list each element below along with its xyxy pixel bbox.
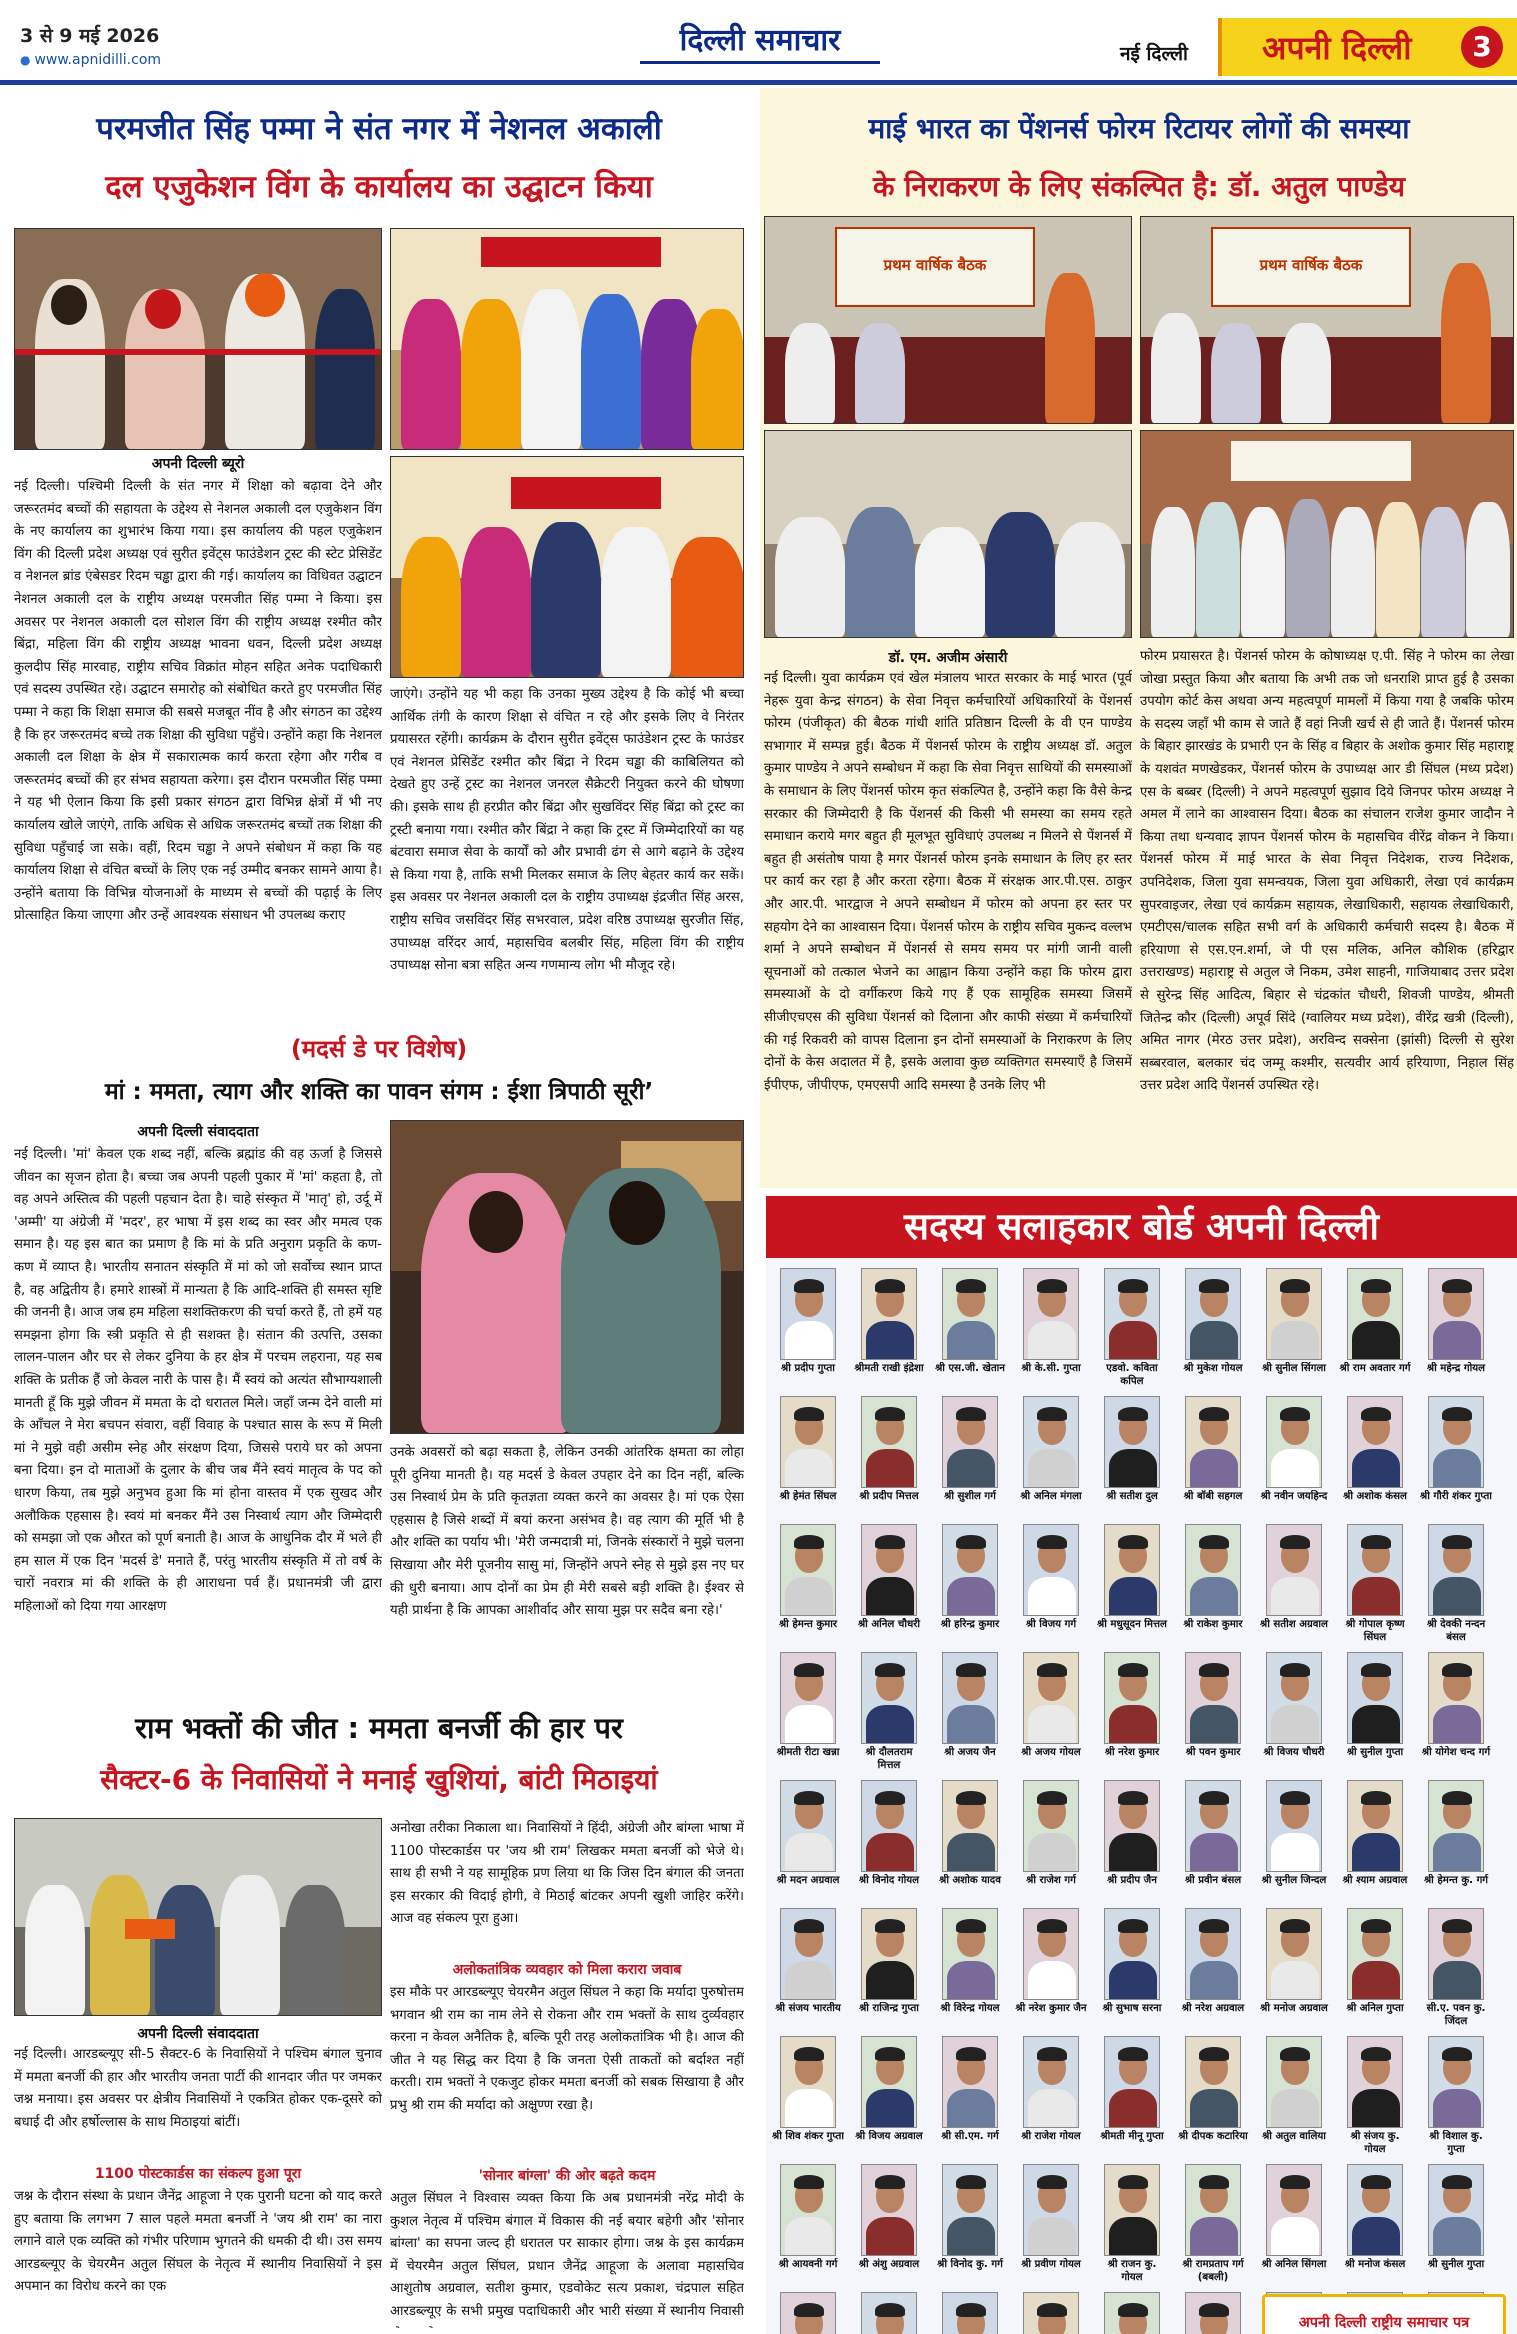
member-card[interactable] [1262,2162,1326,2288]
member-card[interactable] [857,2162,921,2288]
membership-cta[interactable] [1262,2294,1506,2334]
member-card[interactable] [1100,1650,1164,1776]
article4-byline: अपनी दिल्ली संवाददाता [137,2026,259,2042]
member-card[interactable] [1181,2162,1245,2288]
meeting-photo-2 [1140,216,1514,424]
member-name: श्री प्रदीप जैन [1107,1875,1157,1886]
member-name: श्री सुनील गुप्ता [1427,2259,1485,2270]
member-photo [861,1652,917,1744]
member-photo [1266,1268,1322,1360]
advisory-board-title: सदस्य सलाहकार बोर्ड अपनी दिल्ली [766,1196,1517,1258]
member-name: श्री सुभाष सरना [1102,2003,1162,2014]
member-photo [861,1268,917,1360]
masthead [0,0,1517,80]
member-name: श्री मनोज कंसल [1344,2259,1406,2270]
article1-byline: अपनी दिल्ली ब्यूरो [151,456,245,472]
member-card[interactable] [1421,1650,1491,1776]
member-name: श्री मधुसूदन मित्तल [1097,1619,1167,1630]
member-name: श्री अजय गोयल [1021,1747,1081,1758]
member-photo [1104,1908,1160,2000]
member-name: श्री सतीश दुल [1106,1491,1158,1502]
member-card[interactable] [1019,1394,1083,1520]
member-card[interactable] [938,2290,1002,2334]
member-photo [1347,1524,1403,1616]
member-card[interactable] [1181,1778,1245,1904]
member-card[interactable] [1178,2034,1248,2160]
member-card[interactable] [776,1650,840,1776]
member-card[interactable] [938,1522,1002,1648]
member-photo [1428,1268,1484,1360]
member-name: श्री विरेन्द्र गोयल [940,2003,1000,2014]
member-photo [1185,1396,1241,1488]
article4-subhead1: 1100 पोस्टकार्डस का संकल्प हुआ पूरा [94,2166,302,2182]
article2-headline-line1: माई भारत का पेंशनर्स फोरम रिटायर लोगों की समस्या [868,112,1410,145]
member-card[interactable] [1100,2290,1164,2334]
member-row [776,2162,1507,2288]
member-name: श्री संजय भारतीय [775,2003,841,2014]
member-photo [1023,2164,1079,2256]
article2-headline[interactable] [764,100,1514,220]
member-photo [1185,1780,1241,1872]
member-row [776,1906,1507,2032]
member-card[interactable] [1019,1522,1083,1648]
member-card[interactable] [1181,1394,1245,1520]
group-photo [1140,430,1514,638]
member-card[interactable] [1262,2034,1326,2160]
member-photo [1104,2036,1160,2128]
member-photo [780,1780,836,1872]
member-name: श्री मुकेश गोयल [1183,1363,1243,1374]
member-photo [1266,1780,1322,1872]
member-card[interactable] [1343,1650,1407,1776]
member-name: श्री सुनील सिंगला [1262,1363,1326,1374]
paper-name: अपनी दिल्ली [1262,29,1412,67]
member-card[interactable] [857,2290,921,2334]
member-photo [780,1652,836,1744]
stage-group-photo-1 [390,228,744,450]
member-photo [1428,1780,1484,1872]
member-card[interactable] [1019,1650,1083,1776]
member-name: श्री विनोद गोयल [858,1875,920,1886]
member-name: श्री दौलतराम मित्तल [865,1747,913,1771]
member-name: श्री विनोद कु. गर्ग [937,2259,1003,2270]
member-name: सी.ए. पवन कु. जिंदल [1426,2003,1486,2027]
member-name: श्री गौरी शंकर गुप्ता [1420,1491,1492,1502]
member-photo [1185,1908,1241,2000]
member-name: श्री के.सी. गुप्ता [1021,1363,1081,1374]
article1-column2: जाएंगे। उन्होंने यह भी कहा कि उनका मुख्य उद्देश्य है कि कोई भी बच्चा आर्थिक तंगी के कारण शिक्षा से वंचित न रहे और इसके लिए वे निरंतर प्रयासरत रहेंगी। कार्यक्रम के दौरान सुरीत इवेंट्स फाउंडेशन ट्रस्ट के फाउंडर एवं नेशनल प्रेसिडेंट रश्मीत कौर बिंद्रा ने रिदम चड्ढा की काबिलियत को देखते हुए उन्हें ट्रस्ट का नेशनल जनरल सैक्रेटरी नियुक्त करने की घोषणा की। इसके साथ ही हरप्रीत कौर बिंद्रा और सुखविंदर सिंह बिंद्रा को ट्रस्ट का ट्रस्टी बनाया गया। रश्मीत कौर बिंद्रा ने कहा कि ट्रस्ट में जिम्मेदारियों का यह बंटवारा समाज सेवा के कार्यों को और प्रभावी ढंग से आगे बढ़ाने के उद्देश्य से किया गया है, ताकि सभी मिलकर समाज के लिए बेहतर कार्य कर सकें। इस अवसर पर नेशनल अकाली दल के राष्ट्रीय उपाध्यक्ष इंद्रजीत सिंह अरस, राष्ट्रीय सचिव जसविंदर सिंह सभरवाल, प्रदेश वरिष्ठ उपाध्यक्ष सुरजीत सिंह, उपाध्यक्ष वरिंदर आर्य, महासचिव बलबीर सिंह, महिला विंग की राष्ट्रीय उपाध्यक्ष सोना बत्रा सहित अन्य गणमान्य लोग भी मौजूद रहे। [390,687,744,974]
member-card[interactable] [776,1266,840,1392]
member-photo [1185,2292,1241,2334]
member-card[interactable] [1343,1778,1407,1904]
member-card[interactable] [1019,2034,1083,2160]
member-name: श्री अनिल चौधरी [857,1619,921,1630]
member-photo [780,1268,836,1360]
member-photo [1023,1268,1079,1360]
member-photo [861,2164,917,2256]
member-photo [942,1908,998,2000]
member-name: श्री प्रदीप गुप्ता [781,1363,835,1374]
member-name: श्री श्याम अग्रवाल [1342,1875,1408,1886]
member-card[interactable] [938,1394,1002,1520]
member-name: श्री अशोक यादव [939,1875,1001,1886]
member-name: श्री मदन अग्रवाल [776,1875,840,1886]
member-card[interactable] [1262,1650,1326,1776]
article4-column1a: नई दिल्ली। आरडब्ल्यूए सी-5 सैक्टर-6 के निवासियों ने पश्चिम बंगाल चुनाव में ममता बनर्जी की हार और भारतीय जनता पार्टी की शानदार जीत पर जमकर जश्न मनाया। इस अवसर पर क्षेत्रीय निवासियों ने एकत्रित होकर एक-दूसरे को बधाई दी और हर्षोल्लास के साथ मिठाइयां बांटीं। [14,2047,382,2130]
member-photo [780,2036,836,2128]
masthead-rule [0,80,1517,85]
member-name: श्रीमती मीनू गुप्ता [1100,2131,1164,2142]
member-card[interactable] [1100,2162,1164,2288]
article3-column1: नई दिल्ली। 'मां' केवल एक शब्द नहीं, बल्कि ब्रह्मांड की वह ऊर्जा है जिससे जीवन का सृजन होता है। बच्चा जब अपनी पहली पुकार में 'मां' कहता है, तो वह अपने अस्तित्व की पहली पहचान देता है। चाहे संस्कृत में 'मातृ' हो, उर्दू में 'अम्मी' या अंग्रेजी में 'मदर', हर भाषा में इस शब्द का स्वर और ममत्व एक समान है। यह इस बात का प्रमाण है कि मां के प्रति अनुराग प्रकृति के कण-कण में व्याप्त है। भारतीय सनातन संस्कृति में मां को जो सर्वोच्च स्थान प्राप्त है, वह अद्वितीय है। हमारे शास्त्रों में मान्यता है कि आदि-शक्ति ही समस्त सृष्टि की जननी है। आज जब हम महिला सशक्तिकरण की चर्चा करते हैं, तो हमें यह समझना होगा कि स्त्री प्रकृति से ही सशक्त है। संतान की उत्पत्ति, उसका लालन-पालन और घर से लेकर दुनिया के हर क्षेत्र में परचम लहराना, यह सब शक्ति के प्रतीक हैं जो केवल नारी के पास है। मैं स्वयं को अत्यंत सौभाग्यशाली मानती हूँ कि मुझे जीवन में ममता के दो धरातल मिले। जहाँ जन्म देने वाली मां के आँचल ने मेरा बचपन संवारा, वहीं विवाह के पश्चात सास के रूप में मिली मां ने मुझे वही असीम स्नेह और संरक्षण दिया, जिससे पराये घर को अपना बना दिया। इन दो माताओं के दुलार के बीच जब मैंने स्वयं मातृत्व के पद को धारण किया, तब मुझे अनुभव हुआ कि मां होना वास्तव में एक सुखद और अलौकिक एहसास है। स्वयं मां बनकर मैंने उस निस्वार्थ त्याग और जिम्मेदारी को समझा जो एक औरत को पूर्ण बनाती है। आज के आधुनिक दौर में भले ही हम साल में एक दिन 'मदर्स डे' मनाते हैं, परंतु भारतीय संस्कृति में तो वर्ष के चारों नवरात्र मां की शक्ति के ही आराधना पर्व हैं। प्रधानमंत्री जी द्वारा महिलाओं को दिया गया आरक्षण [14,1147,382,1614]
article1-headline[interactable] [14,100,744,220]
member-photo [1023,1396,1079,1488]
member-photo [942,2164,998,2256]
member-card[interactable] [772,2034,844,2160]
article4-subhead3: 'सोनार बांग्ला' की ओर बढ़ते कदम [478,2168,656,2184]
member-card[interactable] [776,2290,840,2334]
member-name: श्री मनोज अग्रवाल [1260,2003,1328,2014]
member-photo [780,1524,836,1616]
advisory-board [766,1196,1517,2334]
member-name: श्री दीपक कटारिया [1178,2131,1248,2142]
member-card[interactable] [1262,1266,1326,1392]
member-card[interactable] [1262,1522,1326,1648]
member-photo [942,1396,998,1488]
member-name: श्री अशोक कंसल [1343,1491,1407,1502]
member-card[interactable] [1100,1266,1164,1392]
member-card[interactable] [938,1650,1002,1776]
member-photo [1266,2036,1322,2128]
member-photo [780,2292,836,2334]
member-photo [1185,1524,1241,1616]
member-photo [1104,1524,1160,1616]
member-card[interactable] [1420,1394,1492,1520]
member-name: एडवो. कविता कपिल [1106,1363,1158,1387]
member-card[interactable] [857,1522,921,1648]
issue-date: 3 से 9 मई 2026 [20,25,160,47]
member-card[interactable] [1100,1906,1164,2032]
member-name: श्री नरेश अग्रवाल [1181,2003,1245,2014]
member-card[interactable] [1262,1906,1326,2032]
member-card[interactable] [1424,1906,1488,2032]
member-name: श्री महेन्द्र गोयल [1426,1363,1486,1374]
member-name: श्री पवन कुमार [1185,1747,1241,1758]
member-photo [861,1780,917,1872]
member-photo [1266,1652,1322,1744]
member-card[interactable] [1100,1394,1164,1520]
member-name: श्री सुशील गर्ग [944,1491,996,1502]
member-card[interactable] [1181,1650,1245,1776]
article4-column1b: जश्न के दौरान संस्था के प्रधान जैनेंद्र आहूजा ने एक पुरानी घटना को याद करते हुए बताया कि लगभग 7 साल पहले ममता बनर्जी ने 'जय श्री राम' का नारा लगाने वाले एक व्यक्ति को गंभीर परिणाम भुगतने की धमकी दी थी। उस समय आरडब्ल्यूए के चेयरमैन अतुल सिंघल के नेतृत्व में स्थानीय निवासियों ने इस अपमान का विरोध करने का एक [14,2189,382,2295]
article4-headline-line1: राम भक्तों की जीत : ममता बनर्जी की हार पर [135,1711,623,1745]
member-photo [1347,1652,1403,1744]
member-card[interactable] [1100,1778,1164,1904]
member-card[interactable] [1100,2034,1164,2160]
cta-line-1: अपनी दिल्ली राष्ट्रीय समाचार पत्र [1298,2315,1470,2331]
member-photo [1023,2292,1079,2334]
member-card[interactable] [938,2162,1002,2288]
member-card[interactable] [1424,2162,1488,2288]
article4-headline[interactable] [14,1702,744,1812]
member-card[interactable] [776,1522,840,1648]
member-name: श्री राकेश कुमार [1183,1619,1243,1630]
article1-headline-line2: दल एजुकेशन विंग के कार्यालय का उद्घाटन किया [105,169,653,205]
member-photo [1266,1908,1322,2000]
member-row [776,1266,1507,1392]
member-photo [1347,1268,1403,1360]
member-name: श्री नवीन जयहिन्द [1260,1491,1328,1502]
member-row [776,1394,1507,1520]
member-name: श्री राजिन्द्र गुप्ता [859,2003,919,2014]
city-label: नई दिल्ली [1120,43,1188,65]
member-card[interactable] [1343,1906,1407,2032]
member-photo [780,1396,836,1488]
member-card[interactable] [938,2034,1002,2160]
article3-column2: उनके अवसरों को बढ़ा सकता है, लेकिन उनकी आंतरिक क्षमता का लोहा पूरी दुनिया मानती है। यह मदर्स डे केवल उपहार देने का दिन नहीं, बल्कि उस निस्वार्थ प्रेम के प्रति कृतज्ञता व्यक्त करने का अवसर है। मां एक ऐसा एहसास है जिसे शब्दों में बयां करना असंभव है। वह त्याग की मूर्ति भी है और शक्ति का पर्याय भी। 'मेरी जन्मदात्री मां, जिनके संस्कारों ने मुझे चलना सिखाया और मेरी पूजनीय सासु मां, जिन्होंने अपने स्नेह से मुझे इस नए घर की धुरी बनाया। आप दोनों का प्रेम ही मेरी सबसे बड़ी शक्ति है। ईश्वर से यही प्रार्थना है कि आपका आशीर्वाद और साया मुझ पर सदैव बना रहे।' [390,1445,744,1619]
article2-column1: नई दिल्ली। युवा कार्यक्रम एवं खेल मंत्रालय भारत सरकार के माई भारत (पूर्व नेहरू युवा केन्द्र संगठन) के सेवा निवृत्त कर्मचारियों अधिकारियों के पेंशनर्स फोरम (पंजीकृत) की बैठक गांधी शांति प्रतिष्ठान दिल्ली के वी एन पाण्डेय सभागार में सम्पन्न हुई। बैठक में पेंशनर्स फोरम के राष्ट्रीय अध्यक्ष डॉ. अतुल कुमार पाण्डेय ने अपने सम्बोधन में कहा कि सेवा निवृत्त साथियों की समस्याओं के समाधान के लिए पेंशनर्स फोरम कृत संकल्पित है, उन्होंने कहा कि वैसे केन्द्र सरकार की जिम्मेदारी है कि पेंशनर्स की किसी भी समस्या का समय रहते समाधान कराये मगर बहुत ही मूलभूत सुविधाएं उपलब्ध न मिलने से पेंशनर्स में बहुत ही असंतोष पाया है मगर पेंशनर्स फोरम इनके समाधान के लिए हर स्तर पर कार्य कर रहा है और करता रहेगा। बैठक में संरक्षक आर.पी.एस. ठाकुर और आर.पी. भारद्वाज ने अपने सम्बोधन में फोरम को अपना हर स्तर पर सहयोग देने का आश्वासन दिया। पेंशनर्स फोरम के राष्ट्रीय सचिव मुकन्द वल्लभ शर्मा ने अपने सम्बोधन में पेंशनर्स से समय समय पर मांगी जानी वाली सूचनाओं को तत्काल भेजने का आह्वान किया उन्होंने कहा कि फोरम द्वारा समस्याओं के दो वर्गीकरण किये गए हैं एक सामूहिक समस्या जिसमें सीजीएचएस की सुविधा पेंशनर्स को दिलाना और काफी संख्या में कर्मचारियों की गई रिकवरी को वापस दिलाना इन दोनों समस्याओं के निराकरण के लिए दोनों के केस अदालत में है, इसके अलावा कुछ व्यक्तिगत समस्याएँ है जिसमें ईपीएफ, जीपीएफ, एमएसपी आदि समस्या है उनके लिए भी [764,671,1132,1093]
member-name: श्री सतीश अग्रवाल [1260,1619,1328,1630]
member-name: श्री शिव शंकर गुप्ता [772,2131,844,2142]
member-photo [780,1908,836,2000]
member-card[interactable] [857,1394,921,1520]
member-card[interactable] [1019,2162,1083,2288]
member-name: श्री एस.जी. खेतान [935,1363,1005,1374]
member-name: श्री राम अवतार गर्ग [1339,1363,1411,1374]
member-photo [1347,2036,1403,2128]
member-photo [1347,2164,1403,2256]
member-photo [942,1268,998,1360]
member-photo [1428,2036,1484,2128]
page-number: 3 [1461,26,1503,68]
stage-group-photo-2 [390,456,744,678]
member-photo [942,1780,998,1872]
member-card[interactable] [1343,1522,1407,1648]
member-card[interactable] [1181,2290,1245,2334]
member-name: श्री सुनील गुप्ता [1346,1747,1404,1758]
member-card[interactable] [1262,1778,1326,1904]
member-name: श्री संजय कु. गोयल [1350,2131,1400,2155]
member-card[interactable] [1424,1522,1488,1648]
article2-byline: डॉ. एम. अजीम अंसारी [888,650,1008,666]
member-name: श्री विजय गर्ग [1025,1619,1077,1630]
member-photo [1185,2036,1241,2128]
member-photo [1266,2164,1322,2256]
member-name: श्री राजेश गर्ग [1026,1875,1076,1886]
member-card[interactable] [938,1906,1002,2032]
article1-column1: नई दिल्ली। पश्चिमी दिल्ली के संत नगर में शिक्षा को बढ़ावा देने और जरूरतमंद बच्चों की सहायता के उद्देश्य से नेशनल अकाली दल एजुकेशन विंग के नए कार्यालय का शुभारंभ किया गया। इस कार्यालय की पहल एजुकेशन विंग की दिल्ली प्रदेश अध्यक्ष एवं सुरीत इवेंट्स फाउंडेशन ट्रस्ट की स्टेट प्रेसिडेंट व नेशनल ब्रांड एंबेसडर रिदम चड्ढा द्वारा की गई। कार्यालय का विधिवत उद्घाटन नेशनल अकाली दल के राष्ट्रीय अध्यक्ष परमजीत सिंह पम्मा ने किया। इस अवसर पर नेशनल अकाली दल सोशल विंग की राष्ट्रीय अध्यक्ष रश्मीत कौर बिंद्रा, महिला विंग की राष्ट्रीय अध्यक्ष भावना धवन, दिल्ली प्रदेश अध्यक्ष कुलदीप सिंह मारवाह, राष्ट्रीय सचिव विक्रांत मोहन सहित अनेक पदाधिकारी एवं सदस्य उपस्थित रहे। उद्घाटन समारोह को संबोधित करते हुए परमजीत सिंह पम्मा ने कहा कि शिक्षा समाज की सबसे मजबूत नींव है और संगठन का उद्देश्य है कि हर जरूरतमंद बच्चे तक शिक्षा की सुविधा पहुँचे। उन्होंने कहा कि नेशनल अकाली दल शिक्षा के क्षेत्र में सकारात्मक कार्य करता रहेगा और गरीब व जरूरतमंद बच्चों की हर संभव सहायता करेगा। इस दौरान परमजीत सिंह पम्मा ने यह भी ऐलान किया कि इसी प्रकार संगठन द्वारा विभिन्न क्षेत्रों में भी नए कार्यालय खोले जाएंगे, ताकि अधिक से अधिक जरूरतमंद बच्चों तक शिक्षा की सुविधा पहुँचाई जा सके। वहीं, रिदम चड्ढा ने अपने संबोधन में कहा कि यह कार्यालय शिक्षा से वंचित बच्चों के लिए एक नई उम्मीद बनकर सामने आया है। उन्होंने बताया कि विभिन्न योजनाओं के माध्यम से बच्चों की पढ़ाई के लिए प्रोत्साहित किया जाएगा और उन्हें आवश्यक संसाधन भी उपलब्ध कराए [14,479,382,924]
paper-badge [1218,18,1517,76]
member-name: श्री हेमन्त कु. गर्ग [1423,1875,1489,1886]
member-photo [861,1524,917,1616]
member-name: श्री अजय जैन [944,1747,996,1758]
member-photo [1428,2164,1484,2256]
member-name: श्री नरेश कुमार जैन [1015,2003,1087,2014]
member-photo [1428,1652,1484,1744]
member-photo [1023,2036,1079,2128]
member-card[interactable] [1015,1906,1087,2032]
website-link[interactable]: ● www.apnidilli.com [20,52,161,68]
member-card[interactable] [1097,1522,1167,1648]
article4-headline-line2: सैक्टर-6 के निवासियों ने मनाई खुशियां, बांटी मिठाइयां [100,1763,658,1796]
member-photo [861,1396,917,1488]
member-name: श्री अनिल सिंगला [1261,2259,1327,2270]
member-photo [1104,1652,1160,1744]
article2-headline-line2: के निराकरण के लिए संकल्पित है: डॉ. अतुल पाण्डेय [873,170,1405,203]
member-card[interactable] [1343,2162,1407,2288]
member-name: श्रीमती राखी इंद्रेशा [854,1363,924,1374]
member-name: श्री आयवनी गर्ग [778,2259,838,2270]
member-photo [942,1524,998,1616]
member-name: श्री विशाल कु. गुप्ता [1429,2131,1483,2155]
member-photo [1185,1652,1241,1744]
member-photo [942,1652,998,1744]
audience-photo [764,430,1132,638]
member-card[interactable] [938,1778,1002,1904]
member-photo [1266,1524,1322,1616]
member-name: श्री प्रवीण गोयल [1021,2259,1081,2270]
member-card[interactable] [857,2034,921,2160]
member-photo [1023,1652,1079,1744]
member-row [776,1778,1507,1904]
member-photo [1428,1524,1484,1616]
member-photo [1104,1396,1160,1488]
member-photo [1185,1268,1241,1360]
member-card[interactable] [1343,2034,1407,2160]
section-title: दिल्ली समाचार [640,18,880,64]
member-photo [1347,1780,1403,1872]
member-photo [861,2292,917,2334]
member-photo [1185,2164,1241,2256]
member-name: श्री गोपाल कृष्ण सिंघल [1345,1619,1405,1643]
member-card[interactable] [1019,1266,1083,1392]
two-women-photo [390,1120,744,1434]
member-card[interactable] [776,1394,840,1520]
member-photo [1428,1908,1484,2000]
member-row [772,2034,1507,2160]
article1-headline-line1: परमजीत सिंह पम्मा ने संत नगर में नेशनल अकाली [96,111,662,147]
member-card[interactable] [1424,2034,1488,2160]
member-card[interactable] [1339,1266,1411,1392]
member-photo [1104,1780,1160,1872]
article4-column2c: अतुल सिंघल ने विश्वास व्यक्त किया कि अब प्रधानमंत्री नरेंद्र मोदी के कुशल नेतृत्व में पश्चिम बंगाल में विकास की नई बयार बहेगी और 'सोनार बांग्ला' का सपना जल्द ही धरातल पर साकार होगा। जश्न के इस कार्यक्रम में चेयरमैन अतुल सिंघल, प्रधान जैनेंद्र आहूजा के अलावा महासचिव आशुतोष अग्रवाल, सतीश कुमार, एडवोकेट सत्य प्रकाश, चंद्रपाल सहित आरडब्ल्यूए के सभी प्रमुख पदाधिकारी और भारी संख्या में स्थानीय निवासी [390,2191,744,2319]
member-name: श्री अनिल गुप्ता [1346,2003,1404,2014]
article4-subhead2: अलोकतांत्रिक व्यवहार को मिला करारा जवाब [452,1962,682,1978]
member-name: श्री देवकी नन्दन बंसल [1426,1619,1486,1643]
member-photo [942,2036,998,2128]
article3-headline[interactable]: मां : ममता, त्याग और शक्ति का पावन संगम : ईशा त्रिपाठी सूरी’ [104,1079,654,1105]
member-card[interactable] [776,1906,840,2032]
member-name: श्री अनिल मंगला [1020,1491,1082,1502]
member-card[interactable] [1181,1906,1245,2032]
member-photo [861,1908,917,2000]
member-photo [1104,1268,1160,1360]
member-photo [1266,1396,1322,1488]
member-photo [1428,1396,1484,1488]
member-card[interactable] [1181,1522,1245,1648]
member-card[interactable] [1181,1266,1245,1392]
member-photo [1023,1780,1079,1872]
member-name: श्री हेमन्त कुमार [778,1619,838,1630]
member-name: श्रीमती रीटा खन्ना [776,1747,840,1758]
member-card[interactable] [776,1778,840,1904]
member-photo [780,2164,836,2256]
member-name: श्री प्रवीन बंसल [1184,1875,1242,1886]
member-photo [1104,2292,1160,2334]
meeting-photo-1 [764,216,1132,424]
member-card[interactable] [1343,1394,1407,1520]
member-name: श्री अतुल वालिया [1262,2131,1326,2142]
member-name: श्री अंशु अग्रवाल [858,2259,920,2270]
member-card[interactable] [854,1266,924,1392]
member-row [776,1522,1507,1648]
member-photo [942,2292,998,2334]
member-card[interactable] [776,2162,840,2288]
member-name: श्री विजय अग्रवाल [855,2131,923,2142]
member-name: श्री सी.एम. गर्ग [941,2131,999,2142]
celebration-photo [14,1818,382,2016]
member-name: श्री नरेश कुमार [1104,1747,1160,1758]
member-card[interactable] [857,1778,921,1904]
member-photo [1347,1396,1403,1488]
member-name: श्री प्रदीप मित्तल [859,1491,919,1502]
member-photo [1023,1524,1079,1616]
member-name: श्री बॉबी सहगल [1183,1491,1243,1502]
member-name: श्री सुनील जिन्दल [1261,1875,1327,1886]
member-card[interactable] [1424,1778,1488,1904]
member-card[interactable] [1019,2290,1083,2334]
member-card[interactable] [857,1650,921,1776]
article3-byline: अपनी दिल्ली संवाददाता [137,1124,259,1140]
member-card[interactable] [1019,1778,1083,1904]
member-card[interactable] [857,1906,921,2032]
member-name: श्री योगेश चन्द गर्ग [1421,1747,1491,1758]
member-name: श्री विजय चौधरी [1263,1747,1325,1758]
article3-kicker: (मदर्स डे पर विशेष) [290,1035,468,1063]
member-card[interactable] [935,1266,1005,1392]
article4-column2b: इस मौके पर आरडब्ल्यूए चेयरमैन अतुल सिंघल ने कहा कि मर्यादा पुरुषोत्तम भगवान श्री राम का नाम लेने से रोकना और राम भक्तों के साथ दुर्व्यवहार करना न केवल अनैतिक है, बल्कि पूरी तरह अलोकतांत्रिक भी है। आज की जीत ने यह सिद्ध कर दिया है कि जनता ऐसी ताकतों को बर्दाश्त नहीं करती। राम भक्तों ने एकजुट होकर ममता बनर्जी को सबक सिखाया है और प्रभु श्री राम की मर्यादा को अक्षुण्ण रखा है। [390,1985,744,2113]
member-row [776,1650,1507,1776]
member-name: श्री हेमंत सिंघल [779,1491,837,1502]
member-card[interactable] [1262,1394,1326,1520]
member-photo [1347,1908,1403,2000]
banner-label-1: प्रथम वार्षिक बैठक [883,256,987,274]
member-photo [861,2036,917,2128]
member-photo [1023,1908,1079,2000]
article2-column2: फोरम प्रयासरत है। पेंशनर्स फोरम के कोषाध्यक्ष ए.पी. सिंह ने फोरम का लेखा जोखा प्रस्तुत किया और बताया कि अभी तक जो धनराशि प्राप्त हुई है उसका उपयोग कोर्ट केस अथवा अन्य महत्वपूर्ण मामलों में किया गया है जबकि फोरम के सदस्य जहाँ भी काम से जाते हैं वहां निजी खर्च से ही जाते हैं। पेंशनर्स फोरम के बिहार झारखंड के प्रभारी एन के सिंह व बिहार के अशोक कुमार सिंह महाराष्ट्र के यशवंत मणखेडकर, पेंशनर्स फोरम के उपाध्यक्ष आर डी सिंघल (मध्य प्रदेश) एस के बब्बर (दिल्ली) ने अपने महत्वपूर्ण सुझाव दिये जिनपर फोरम अध्यक्ष ने अमल में लाने का आश्वासन दिया। बैठक का संचालन राजेश कुमार जादौन ने किया तथा धन्यवाद ज्ञापन पेंशनर्स फोरम के महासचिव वीरेंद्र वोकन ने किया। पेंशनर्स फोरम में माई भारत के सेवा निवृत्त निदेशक, राज्य निदेशक, उपनिदेशक, जिला युवा समन्वयक, जिला युवा अधिकारी, लेखा एवं कार्यक्रम सुपरवाइजर, लेखा एवं कार्यक्रम सहायक, लेखाधिकारी, सहायक लेखाधिकारी, एमटीएस/चालक सहित सभी वर्ग के अधिकारी कर्मचारी सदस्य है। बैठक में हरियाणा से एस.एन.शर्मा, जे पी एस मलिक, अनिल कौशिक (हरिद्वार उत्तराखण्ड) महाराष्ट्र से अतुल जे निकम, उमेश साहनी, गाजियाबाद उत्तर प्रदेश से सुरेन्द्र सिंह आदित्य, बिहार से चंद्रकांत चौधरी, शिवजी पाण्डेय, श्रीमती जितेन्द्र कौर (दिल्ली) अपूर्व सिंदे (ग्वालियर मध्य प्रदेश), वीरेंद्र खत्री (दिल्ली), अमित नागर (मेरठ उत्तर प्रदेश), अरविन्द सक्सेना (झांसी) दिल्ली से सुरेश सब्बरवाल, बलकार चंद जम्मू कश्मीर, सत्यवीर आर्य हरियाणा, निहाल सिंह उत्तर प्रदेश आदि पेंशनर्स उपस्थित रहे। [1140,649,1514,1094]
member-name: श्री राजेश गोयल [1021,2131,1081,2142]
member-card[interactable] [1424,1266,1488,1392]
ribbon-cutting-photo [14,228,382,450]
member-name: श्री रामप्रताप गर्ग (बबली) [1182,2259,1244,2283]
member-name: श्री राजन कु. गोयल [1107,2259,1157,2283]
member-name: श्री हरिन्द्र कुमार [940,1619,1000,1630]
banner-label-2: प्रथम वार्षिक बैठक [1259,256,1363,274]
member-photo [1104,2164,1160,2256]
article4-column2a: अनोखा तरीका निकाला था। निवासियों ने हिंदी, अंग्रेजी और बांग्ला भाषा में 1100 पोस्टकार्डस पर 'जय श्री राम' लिखकर ममता बनर्जी को भेजे थे। साथ ही सभी ने यह सामूहिक प्रण लिया था कि जिस दिन बंगाल की जनता इस सरकार की विदाई होगी, वे मिठाई बांटकर अपनी खुशी जाहिर करेंगे। आज वह संकल्प पूरा हुआ। [390,1821,744,1927]
